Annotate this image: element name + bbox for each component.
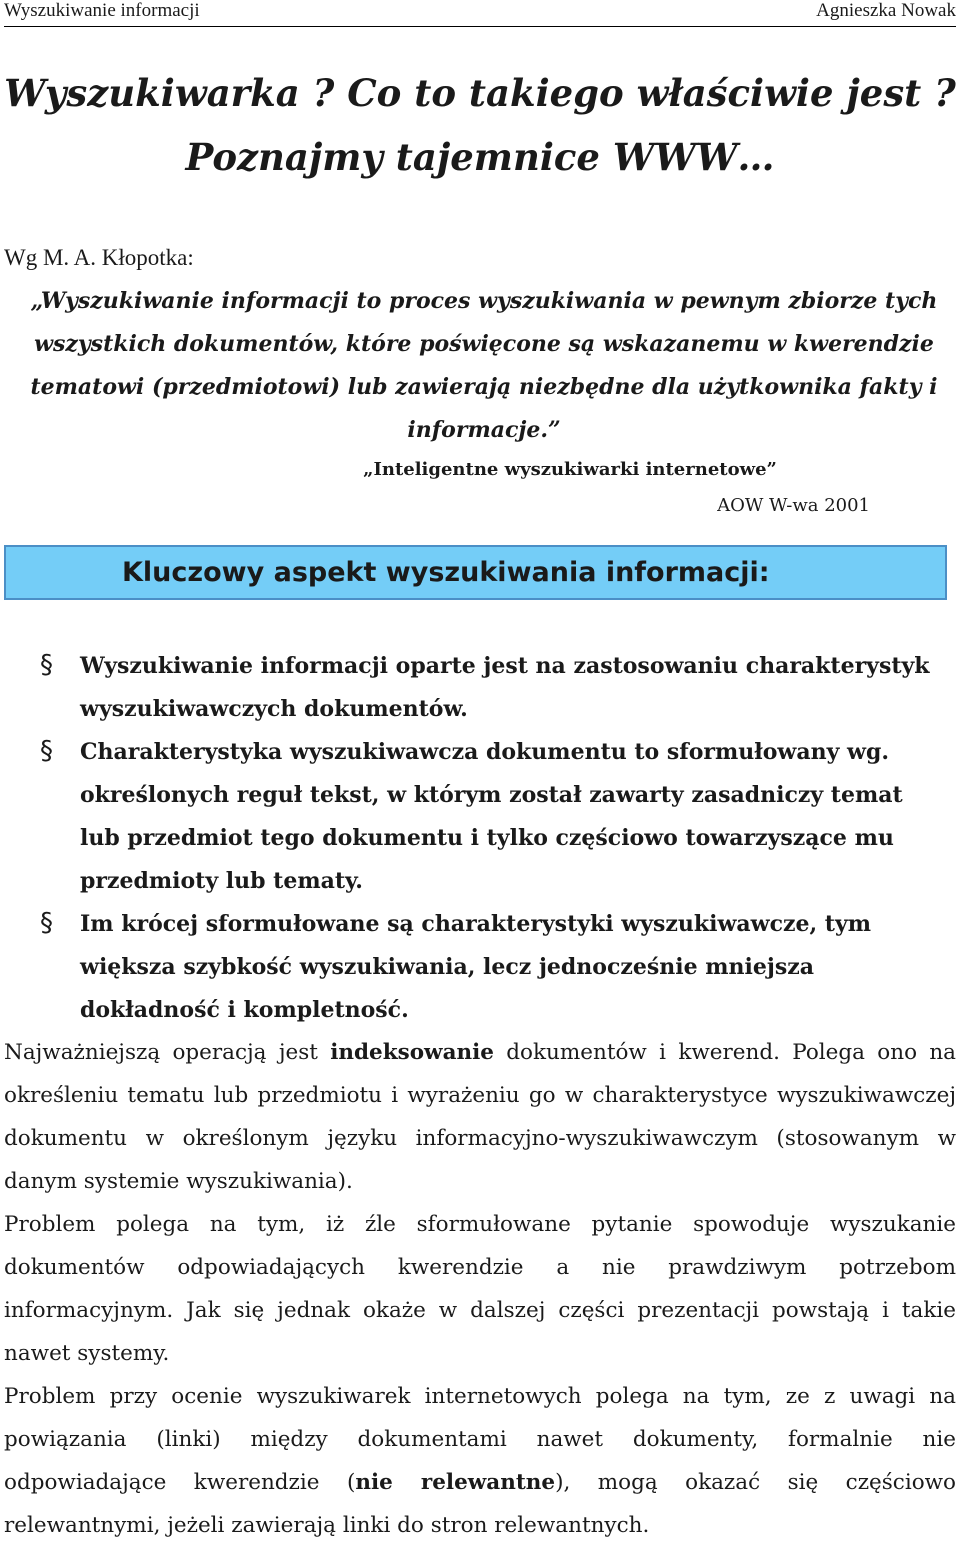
list-item: [40, 903, 950, 1032]
page-title-line2: Poznajmy tajemnice WWW…: [185, 135, 775, 179]
paragraph-evaluation-after: ), mogą okazać się częściowo relewantnymi, jeżeli zawierają linki do stron relewantnych.: [4, 1470, 956, 1538]
section-sign-icon: §: [40, 908, 53, 938]
header-author: Agnieszka Nowak: [816, 0, 956, 21]
paragraph-indexing-after: dokumentów i kwerend. Polega ono na określeniu tematu lub przedmiotu i wyrażeniu go w charakterystyce wyszukiwawczej dokumentu w określonym języku informacyjno-wyszukiwawczym (stosowanym w danym systemie wyszukiwania).: [4, 1040, 956, 1194]
page-title: [0, 61, 960, 189]
list-item: [40, 731, 950, 903]
paragraph-evaluation-before: Problem przy ocenie wyszukiwarek internetowych polega na tym, ze z uwagi na powiązania (linki) między dokumentami nawet dokumenty, formalnie nie odpowiadające kwerendzie (: [4, 1384, 956, 1495]
list-item: [40, 645, 950, 731]
list-item-text: Im krócej sformułowane są charakterystyki wyszukiwawcze, tym większa szybkość wyszukiwania, lecz jednocześnie mniejsza dokładność i kompletność.: [80, 911, 872, 1023]
paragraph-indexing-before: Najważniejszą operacją jest: [4, 1040, 331, 1065]
list-item-text: Charakterystyka wyszukiwawcza dokumentu to sformułowany wg. określonych reguł tekst, w którym został zawarty zasadniczy temat lub przedmiot tego dokumentu i tylko częściowo towarzyszące mu przedmioty lub tematy.: [80, 739, 903, 894]
definition-quote: „Wyszukiwanie informacji to proces wyszukiwania w pewnym zbiorze tych wszystkich dokumentów, które poświęcone są wskazanemu w kwerendzie tematowi (przedmiotowi) lub zawierają niezbędne dla użytkownika fakty i informacje.”: [30, 288, 938, 443]
paragraph-problem-query: Problem polega na tym, iż źle sformułowane pytanie spowoduje wyszukanie dokumentów odpowiadających kwerendzie a nie prawdziwym potrzebom informacyjnym. Jak się jednak okaże w dalszej części prezentacji powstają i takie nawet systemy.: [4, 1212, 956, 1366]
header-left-text: Wyszukiwanie informacji: [4, 0, 200, 21]
list-item-text: Wyszukiwanie informacji oparte jest na zastosowaniu charakterystyk wyszukiwawczych dokumentów.: [80, 653, 930, 722]
paragraph-indexing: [4, 1031, 956, 1203]
term-not-relevant: nie relewantne: [355, 1470, 556, 1495]
term-indexing: indeksowanie: [330, 1040, 494, 1065]
key-aspects-list: [40, 645, 950, 1032]
key-aspect-banner-text: Kluczowy aspekt wyszukiwania informacji:: [122, 557, 770, 588]
page-title-line1: Wyszukiwarka ? Co to takiego właściwie jest ?: [4, 71, 956, 115]
section-sign-icon: §: [40, 736, 53, 766]
section-sign-icon: §: [40, 650, 53, 680]
key-aspect-banner: [4, 545, 947, 600]
paragraph-problem-evaluation: [4, 1375, 956, 1547]
source-book-title: „Inteligentne wyszukiwarki internetowe”: [363, 459, 777, 480]
page-header: [4, 0, 956, 27]
source-publisher: AOW W-wa 2001: [717, 495, 870, 516]
citation-intro: Wg M. A. Kłopotka:: [4, 245, 194, 270]
